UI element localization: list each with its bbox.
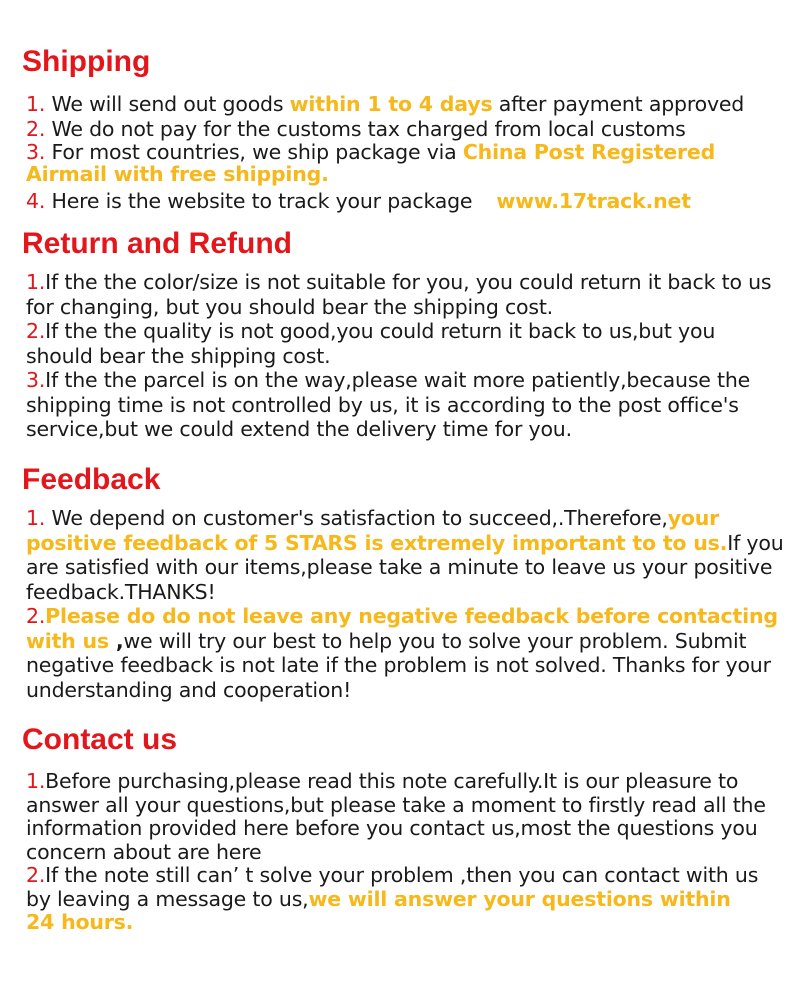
item-text: If the the parcel is on the way,please wait more patiently,because the shipping time is not controlled by us, it is according to the post office's service,but we could extend the delivery time for you. [26, 368, 751, 441]
item-number: 2. [26, 116, 46, 141]
contact-section [22, 722, 792, 935]
shipping-heading: Shipping [22, 45, 151, 78]
shipping-item-4 [22, 189, 792, 214]
item-text: we will try our best to help you to solve your problem. Submit negative feedback is not late if the problem is not solved. Thanks for your understanding and cooperation! [26, 628, 771, 702]
item-text: Here is the website to track your package [45, 189, 473, 213]
item-number: 1. [26, 92, 46, 116]
contact-item-2 [22, 864, 792, 935]
item-text: after payment approved [492, 92, 745, 116]
feedback-section [22, 462, 792, 702]
item-text: For most countries, we ship package via [45, 140, 463, 164]
item-number: 4. [26, 189, 46, 213]
item-text: If the the color/size is not suitable for you, you could return it back to us for changing, but you should bear the shipping cost. [26, 270, 772, 319]
item-text: We do not pay for the customs tax charged from local customs [45, 116, 686, 141]
item-text: If the note still can’ t solve your problem ,then you can contact with us by leaving a message to us, [26, 863, 759, 911]
shipping-section [22, 44, 792, 214]
item-text: If you are satisfied with our items,please take a minute to leave us your positive feedback.THANKS! [26, 530, 784, 604]
item-text: We depend on customer's satisfaction to succeed,.Therefore, [45, 506, 668, 530]
item-highlight: Please do do not leave any negative feedback before contacting with us [26, 604, 778, 653]
item-number: 1. [26, 506, 46, 530]
item-highlight: we will answer your questions within 24 hours. [26, 886, 731, 934]
item-number: 3. [26, 140, 46, 164]
contact-item-1 [22, 770, 792, 864]
feedback-item-2 [22, 604, 792, 702]
returns-heading: Return and Refund [22, 227, 292, 260]
item-highlight: your positive feedback of 5 STARS is extremely important to to us. [26, 506, 728, 555]
returns-item-1 [22, 270, 792, 319]
item-number: 2. [26, 319, 46, 343]
item-number: 2. [26, 863, 46, 887]
item-text: If the the quality is not good,you could return it back to us,but you should bear the shipping cost. [26, 319, 716, 368]
item-number: 2. [26, 604, 46, 628]
feedback-heading: Feedback [22, 463, 161, 496]
item-highlight: China Post Registered Airmail with free shipping. [26, 140, 716, 186]
item-text: We will send out goods [45, 92, 290, 116]
item-number: 1. [26, 270, 46, 294]
item-punctuation: , [108, 628, 124, 653]
item-number: 3. [26, 368, 46, 392]
feedback-item-1 [22, 506, 792, 604]
shipping-item-3 [22, 141, 792, 185]
contact-heading: Contact us [22, 723, 178, 756]
returns-section [22, 226, 792, 442]
returns-item-2 [22, 319, 792, 368]
item-highlight: within 1 to 4 days [289, 92, 493, 116]
shipping-item-2 [22, 117, 792, 142]
tracking-link[interactable]: www.17track.net [496, 189, 691, 213]
item-text: Before purchasing,please read this note carefully.It is our pleasure to answer all your questions,but please take a moment to firstly read all the information provided here before you contact us,most the questions you concern about are here [26, 769, 766, 864]
returns-item-3 [22, 368, 792, 442]
item-number: 1. [26, 769, 46, 793]
shipping-item-1 [22, 92, 792, 117]
